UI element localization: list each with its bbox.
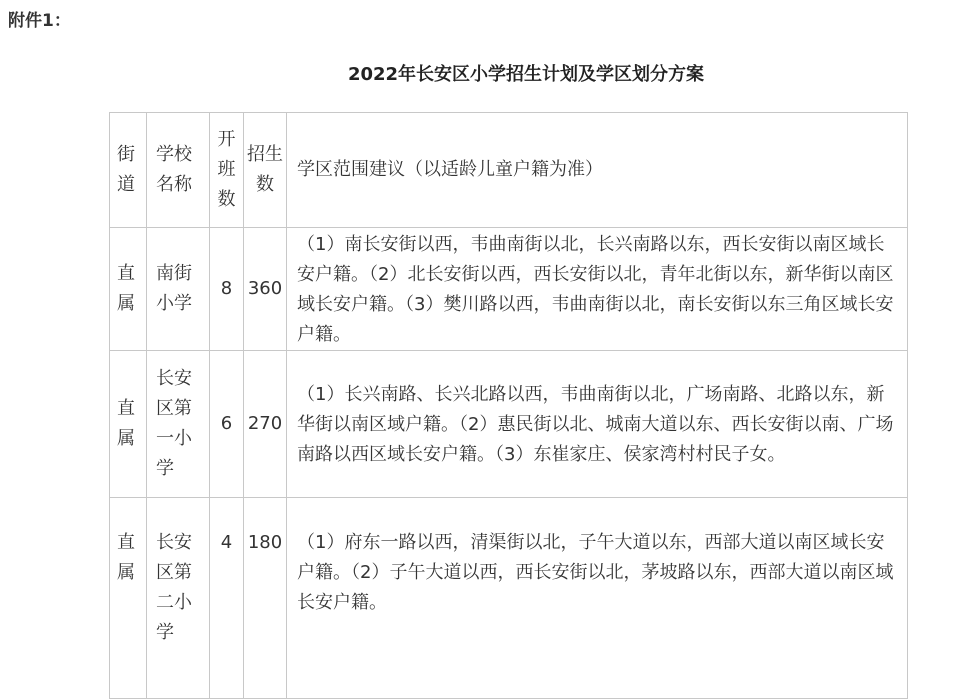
table-header-row: [110, 113, 908, 228]
header-school: 学校名称: [147, 113, 210, 228]
school-cell: 长安区第二小学: [147, 498, 210, 699]
classes-cell: 8: [210, 228, 244, 351]
school-cell: 长安区第一小学: [147, 351, 210, 498]
attachment-label: 附件1：: [8, 11, 71, 31]
street-cell: 直属: [110, 228, 147, 351]
enrollment-cell: 180: [244, 498, 287, 699]
header-street: 街道: [110, 113, 147, 228]
street-cell: 直属: [110, 498, 147, 699]
table-row: [110, 228, 908, 351]
district-cell: （1）南长安街以西，韦曲南街以北，长兴南路以东，西长安街以南区域长安户籍。（2）北长安街以西，西长安街以北，青年北街以东，新华街以南区域长安户籍。（3）樊川路以西，韦曲南街以北，南长安街以东三角区域长安户籍。: [287, 228, 908, 351]
district-cell: （1）长兴南路、长兴北路以西，韦曲南街以北，广场南路、北路以东，新华街以南区域户籍。（2）惠民街以北、城南大道以东、西长安街以南、广场南路以西区域长安户籍。（3）东崔家庄、侯家湾村村民子女。: [287, 351, 908, 498]
enrollment-cell: 270: [244, 351, 287, 498]
street-cell: 直属: [110, 351, 147, 498]
header-classes: 开班数: [210, 113, 244, 228]
enrollment-cell: 360: [244, 228, 287, 351]
header-enrollment: 招生数: [244, 113, 287, 228]
school-cell: 南街小学: [147, 228, 210, 351]
classes-cell: 6: [210, 351, 244, 498]
table-row: [110, 498, 908, 699]
table-row: [110, 351, 908, 498]
classes-cell: 4: [210, 498, 244, 699]
header-district: 学区范围建议（以适龄儿童户籍为准）: [287, 113, 908, 228]
district-cell: （1）府东一路以西，清渠街以北，子午大道以东，西部大道以南区域长安户籍。（2）子午大道以西，西长安街以北，茅坡路以东，西部大道以南区域长安户籍。: [287, 498, 908, 699]
document-title: 2022年长安区小学招生计划及学区划分方案: [347, 64, 705, 85]
enrollment-table: [109, 112, 908, 699]
